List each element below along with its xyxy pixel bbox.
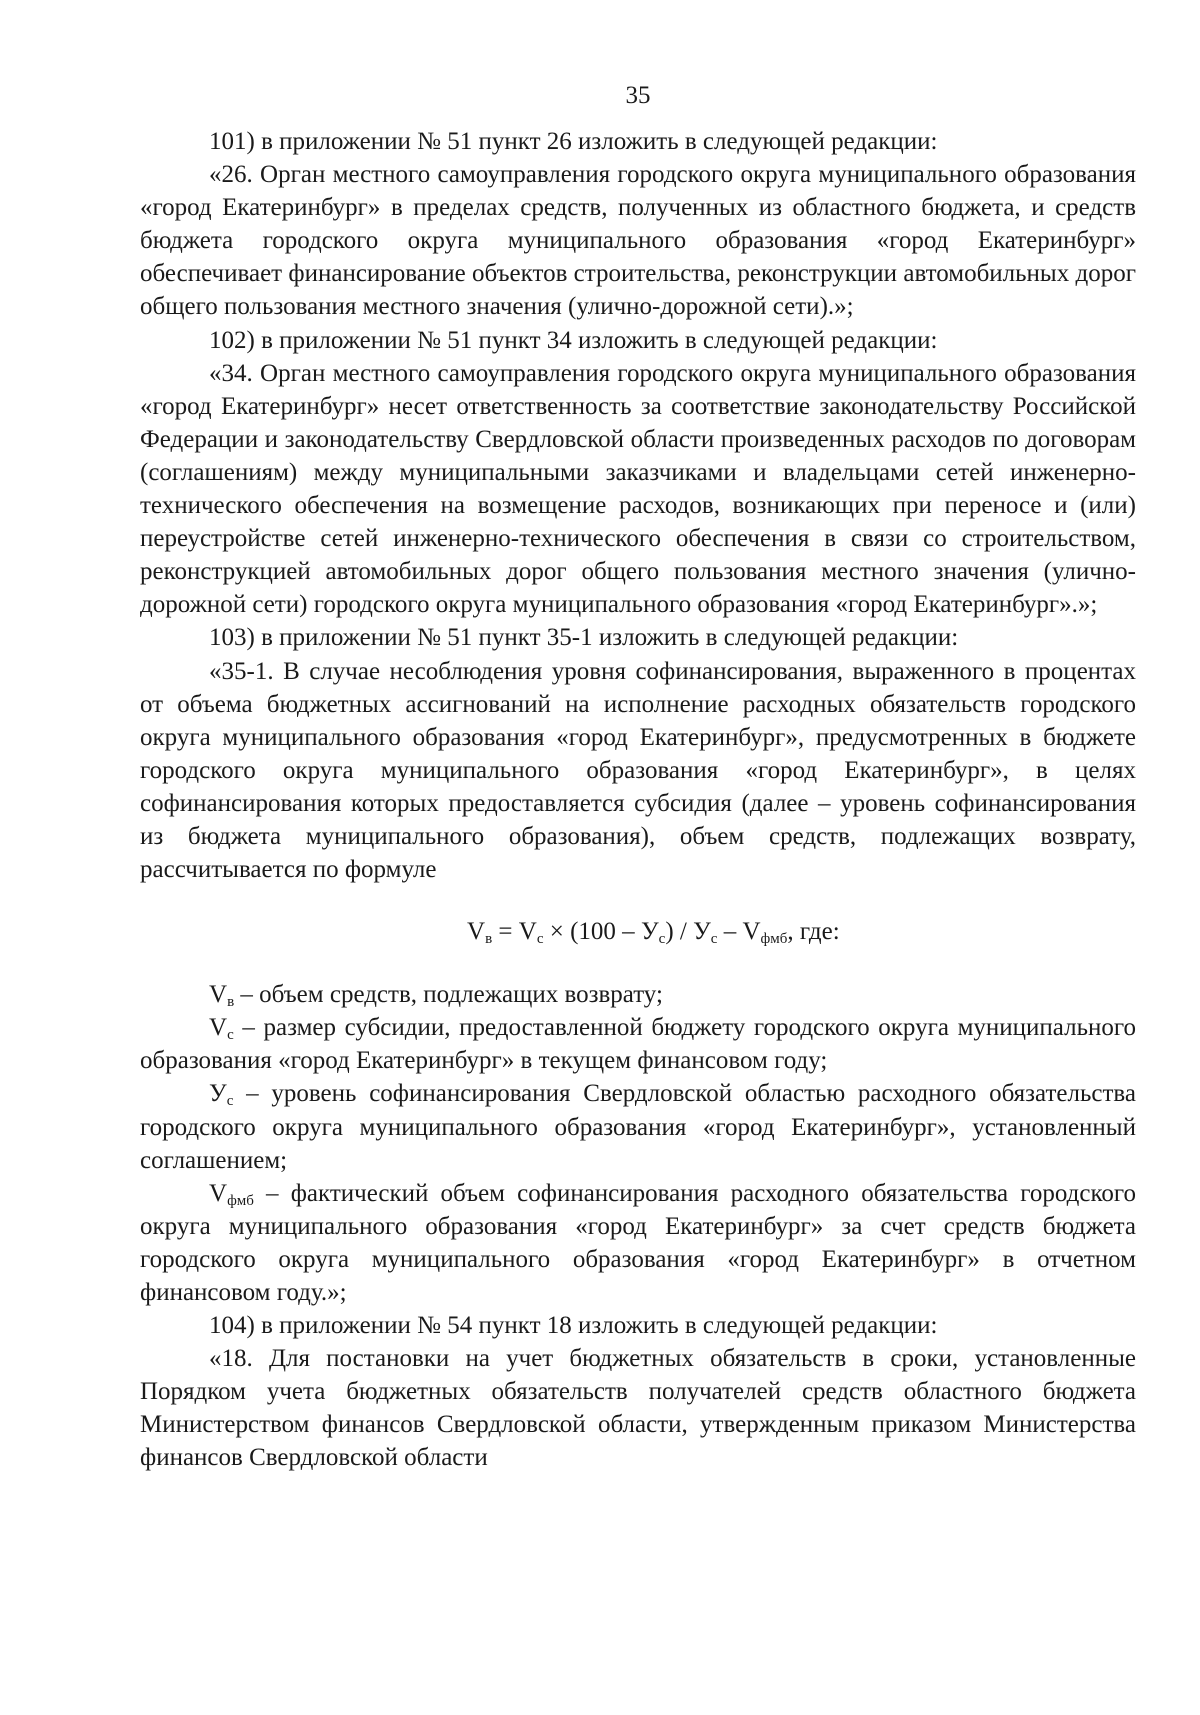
- definition-symbol: V: [209, 981, 228, 1009]
- formula-vc-sub: с: [536, 931, 544, 948]
- formula-v: V: [467, 918, 486, 946]
- formula-u2-sub: с: [710, 931, 718, 948]
- paragraph-clause-18: «18. Для постановки на учет бюджетных обязательств в сроки, установленные Порядком учета бюджетных обязательств получателей средств областного бюджета Министерством финансов Свердловской области, утвержденным приказом Министерства финансов Свердловской области: [140, 1345, 1136, 1472]
- definition-vv: [140, 978, 1136, 1011]
- formula-v-sub: в: [485, 931, 493, 948]
- document-body: [140, 125, 1136, 1475]
- formula-u1: У: [640, 918, 659, 946]
- definition-text: – уровень софинансирования Свердловской областью расходного обязательства городского округа муниципального образования «город Екатеринбург», установленный соглашением;: [140, 1080, 1136, 1174]
- definition-vc: [140, 1011, 1136, 1077]
- formula-u1-sub: с: [658, 931, 666, 948]
- definition-text: – объем средств, подлежащих возврату;: [234, 981, 663, 1009]
- return-formula: [140, 906, 1136, 958]
- formula-mid: × (100 –: [543, 918, 641, 946]
- definition-symbol: V: [209, 1014, 228, 1042]
- definition-symbol-sub: с: [226, 1093, 234, 1110]
- paragraph-clause-26: «26. Орган местного самоуправления городского округа муниципального образования «город Екатеринбург» в пределах средств, полученных из областного бюджета, и средств бюджета городского округа муниципального образования «город Екатеринбург» обеспечивает финансирование объектов строительства, реконструкции автомобильных дорог общего пользования местного значения (улично-дорожной сети).»;: [140, 161, 1136, 321]
- paragraph-item-101: 101) в приложении № 51 пункт 26 изложить в следующей редакции:: [209, 128, 938, 155]
- definition-symbol-sub: с: [227, 1027, 234, 1044]
- paragraph-clause-35-1: «35-1. В случае несоблюдения уровня софинансирования, выраженного в процентах от объема бюджетных ассигнований на исполнение расходных обязательств городского округа муниципального образования «город Екатеринбург», предусмотренных в бюджете городского округа муниципального образования «город Екатеринбург», в целях софинансирования которых предоставляется субсидия (далее – уровень софинансирования из бюджета муниципального образования), объем средств, подлежащих возврату, рассчитывается по формуле: [140, 657, 1136, 884]
- definition-symbol: V: [209, 1179, 228, 1207]
- definition-vfmb: [140, 1177, 1136, 1309]
- paragraph-item-102: 102) в приложении № 51 пункт 34 изложить в следующей редакции:: [209, 326, 938, 354]
- definition-symbol-sub: в: [227, 994, 235, 1011]
- paragraph-item-104: 104) в приложении № 54 пункт 18 изложить в следующей редакции:: [209, 1312, 938, 1340]
- formula-vf-sub: фмб: [760, 931, 788, 948]
- formula-div: ) /: [665, 918, 694, 946]
- definition-text: – фактический объем софинансирования расходного обязательства городского округа муниципального образования «город Екатеринбург» за счет средств бюджета городского округа муниципального образования «город Екатеринбург» в отчетном финансовом году.»;: [140, 1179, 1136, 1306]
- formula-vf: V: [742, 918, 761, 946]
- definition-symbol-sub: фмб: [227, 1192, 254, 1209]
- formula-tail: , где:: [787, 918, 840, 946]
- paragraph-item-103: 103) в приложении № 51 пункт 35-1 изложить в следующей редакции:: [209, 624, 959, 652]
- paragraph-clause-34: «34. Орган местного самоуправления городского округа муниципального образования «город Екатеринбург» несет ответственность за соответствие законодательству Российской Федерации и законодательству Свердловской области произведенных расходов по договорам (соглашениям) между муниципальными заказчиками и владельцами сетей инженерно-технического обеспечения на возмещение расходов, возникающих при переносе и (или) переустройстве сетей инженерно-технического обеспечения в связи со строительством, реконструкцией автомобильных дорог общего пользования местного значения (улично-дорожной сети) городского округа муниципального образования «город Екатеринбург».»;: [140, 359, 1136, 619]
- definition-text: – размер субсидии, предоставленной бюджету городского округа муниципального образования «город Екатеринбург» в текущем финансовом году;: [140, 1014, 1136, 1075]
- page-number: 35: [625, 82, 651, 109]
- formula-vc: V: [518, 918, 537, 946]
- formula-eq: =: [492, 918, 519, 946]
- formula-minus: –: [717, 918, 743, 946]
- definition-uc: [140, 1077, 1136, 1176]
- formula-u2: У: [693, 918, 711, 946]
- definition-symbol: У: [209, 1080, 227, 1108]
